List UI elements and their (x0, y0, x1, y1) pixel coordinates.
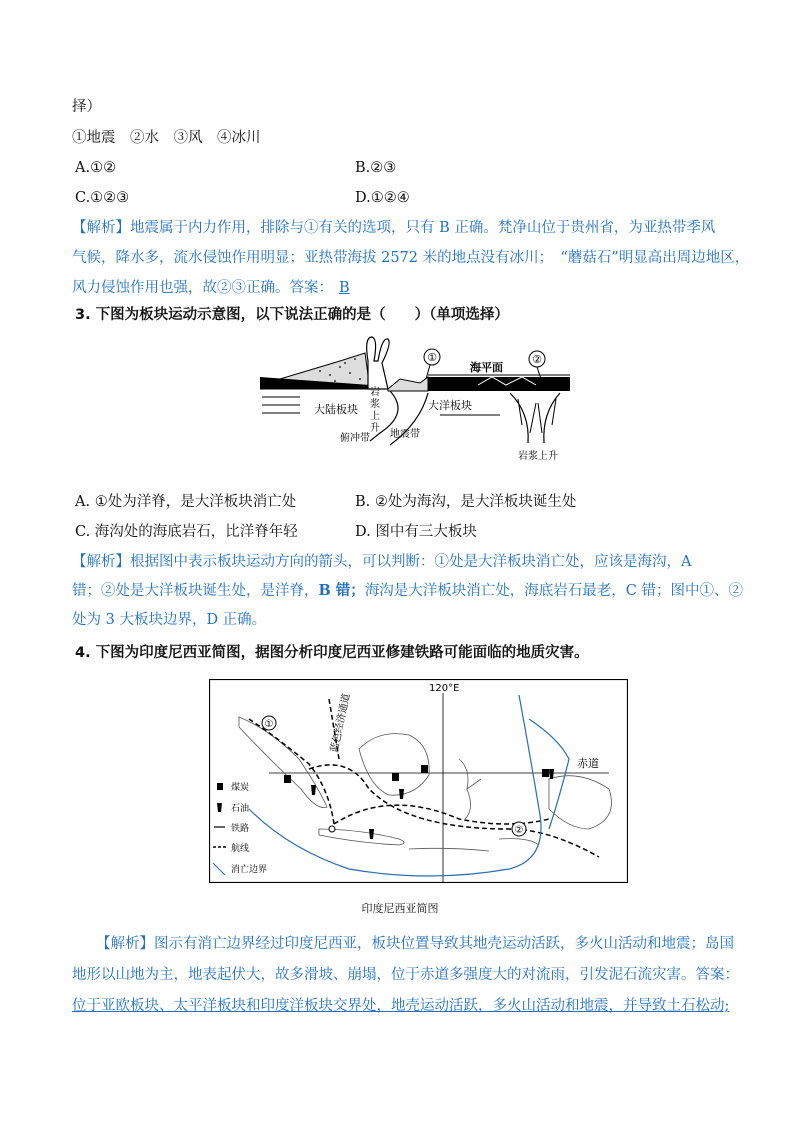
q3-option-c: C. 海沟处的海底岩石，比洋脊年轻 (75, 524, 298, 540)
longitude-label: 120°E (429, 683, 460, 694)
indonesia-map (209, 679, 628, 883)
magma-rise-label-1: 岩浆上升 (370, 387, 380, 434)
q2-answer: B (339, 280, 350, 296)
q4-analysis-tag: 【解析】 (96, 936, 154, 952)
q2-option-a: A.①② (75, 160, 117, 176)
q2-option-c: C.①②③ (75, 190, 130, 206)
q3-option-b: B. ②处为海沟，是大洋板块诞生处 (355, 494, 577, 510)
legend-boundary: 消亡边界 (231, 865, 268, 875)
q2-analysis-line-2: 气候，降水多，流水侵蚀作用明显；亚热带海拔 2572 米的地点没有冰川； “蘑菇石”明显高出周边地区， (72, 250, 750, 266)
equator-label: 赤道 (577, 757, 599, 770)
q3-analysis-line-3: 处为 3 大板块边界，D 正确。 (72, 612, 267, 628)
legend-railway: 铁路 (231, 824, 250, 834)
quake-belt-label: 地震带 (390, 429, 420, 440)
q2-analysis-line-3: 风力侵蚀作用也强，故②③正确。答案： B (72, 278, 356, 298)
diagram-mark-2: ② (532, 353, 542, 366)
q3-option-a: A. ①处为洋脊，是大洋板块消亡处 (75, 494, 297, 510)
q3-analysis-line-1: 【解析】根据图中表示板块运动方向的箭头，可以判断：①处是大洋板块消亡处，应该是海沟，A (72, 554, 692, 570)
plate-motion-diagram (260, 333, 570, 465)
q4-title: 4. 下图为印度尼西亚简图，据图分析印度尼西亚修建铁路可能面临的地质灾害。 (75, 645, 589, 661)
channel-label: 蓝色经济通道 (329, 692, 353, 754)
q2-analysis-tag: 【解析】 (72, 220, 130, 236)
map-mark-2: ② (514, 825, 524, 836)
sea-level-label: 海平面 (470, 361, 503, 374)
q2-items: ①地震 ②水 ③风 ④冰川 (72, 130, 261, 146)
q3-option-d: D. 图中有三大板块 (355, 524, 477, 540)
map-caption: 印度尼西亚简图 (361, 902, 439, 915)
q4-analysis-line-2: 地形以山地为主，地表起伏大，故多滑坡、崩塌，位于赤道多强度大的对流雨，引发泥石流灾害。答案： (72, 967, 739, 983)
q3-analysis-tag: 【解析】 (72, 554, 130, 570)
q2-analysis-line-1: 【解析】地震属于内力作用，排除与①有关的选项，只有 B 正确。梵净山位于贵州省，为亚热带季风 (72, 220, 716, 236)
legend-coal: 煤炭 (231, 783, 250, 793)
legend-route: 航线 (231, 844, 250, 854)
map-mark-1: ① (264, 719, 274, 730)
oceanic-plate-label: 大洋板块 (428, 399, 472, 412)
q2-tail: 择） (72, 99, 101, 115)
q4-analysis-line-1: 【解析】图示有消亡边界经过印度尼西亚，板块位置导致其地壳运动活跃，多火山活动和地震；岛国 (96, 936, 734, 952)
diagram-mark-1: ① (427, 351, 437, 364)
legend-oil: 石油 (231, 804, 250, 814)
q3-title: 3. 下图为板块运动示意图，以下说法正确的是（ ）（单项选择） (75, 307, 509, 323)
q3-analysis-line-2: 错；②处是大洋板块诞生处，是洋脊，B 错；海沟是大洋板块消亡处，海底岩石最老，C 错；图中①、② (72, 582, 744, 599)
q4-answer-line: 位于亚欧板块、太平洋板块和印度洋板块交界处，地壳运动活跃，多火山活动和地震，并导致土石松动; (72, 998, 730, 1014)
q2-option-d: D.①②④ (355, 190, 410, 206)
q2-option-b: B.②③ (355, 160, 397, 176)
thrust-belt-label: 俯冲带 (340, 433, 370, 444)
magma-rise-label-2: 岩浆上升 (518, 451, 558, 462)
continental-plate-label: 大陆板块 (314, 403, 358, 416)
